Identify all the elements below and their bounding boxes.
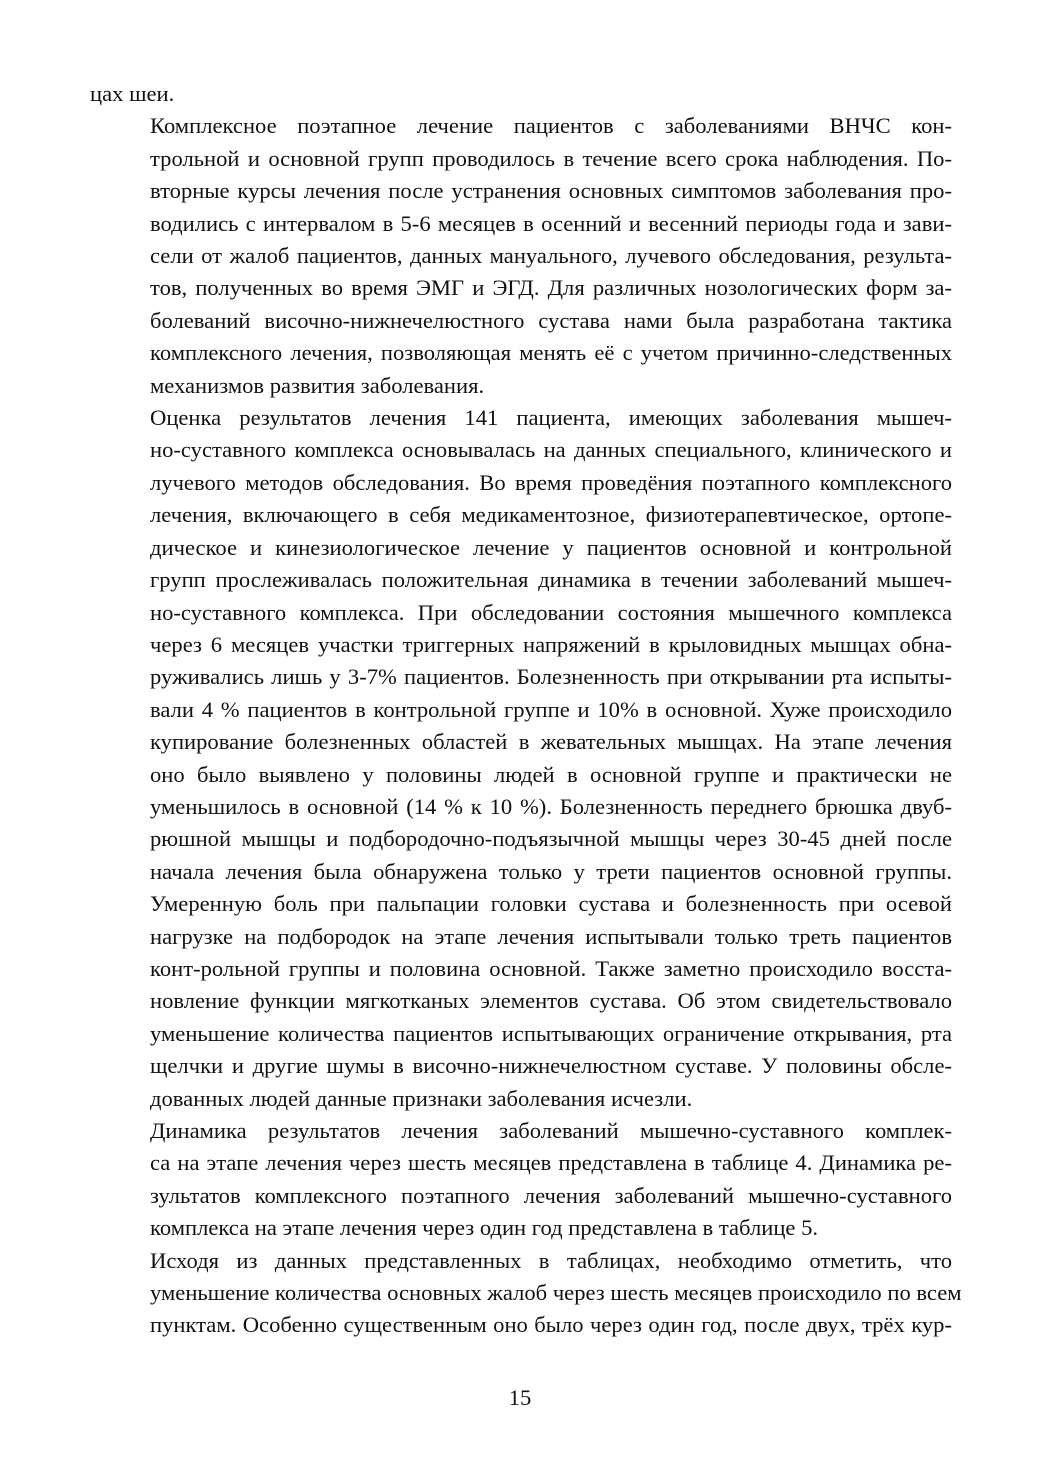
text-line: Оценка результатов лечения 141 пациента, имеющих заболевания мышеч- bbox=[150, 405, 952, 431]
text-line: уменьшилось в основной (14 % к 10 %). Болезненность переднего брюшка двуб- bbox=[150, 793, 952, 819]
paragraph bbox=[90, 402, 952, 1115]
text-line: болеваний височно-нижнечелюстного сустава нами была разработана тактика bbox=[150, 307, 952, 333]
text-line: купирование болезненных областей в жевательных мышцах. На этапе лечения bbox=[150, 729, 952, 755]
text-line: трольной и основной групп проводилось в течение всего срока наблюдения. По- bbox=[150, 145, 952, 171]
text-line: са на этапе лечения через шесть месяцев представлена в таблице 4. Динамика ре- bbox=[150, 1150, 952, 1176]
text-line: групп прослеживалась положительная динамика в течении заболеваний мышеч- bbox=[150, 567, 952, 593]
text-line: сели от жалоб пациентов, данных мануального, лучевого обследования, результа- bbox=[150, 243, 952, 269]
text-line: уменьшение количества пациентов испытывающих ограничение открывания, рта bbox=[150, 1020, 952, 1046]
page-number: 15 bbox=[508, 1385, 532, 1410]
text-line: лечения, включающего в себя медикаментозное, физиотерапевтическое, ортопе- bbox=[150, 502, 952, 528]
text-line: Умеренную боль при пальпации головки сустава и болезненность при осевой bbox=[150, 891, 952, 917]
text-line: тов, полученных во время ЭМГ и ЭГД. Для различных нозологических форм за- bbox=[150, 275, 952, 301]
paragraph bbox=[90, 1115, 952, 1245]
text-line: Комплексное поэтапное лечение пациентов с заболеваниями ВНЧС кон- bbox=[150, 113, 952, 139]
text-line: комплекса на этапе лечения через один год представлена в таблице 5. bbox=[150, 1215, 819, 1241]
text-line: лучевого методов обследования. Во время проведёния поэтапного комплексного bbox=[150, 469, 952, 495]
text-line: новление функции мягкотканых элементов сустава. Об этом свидетельствовало bbox=[150, 988, 952, 1014]
text-line: Динамика результатов лечения заболеваний мышечно-суставного комплек- bbox=[150, 1118, 952, 1143]
text-line: руживались лишь у 3-7% пациентов. Болезненность при открывании рта испыты- bbox=[150, 664, 952, 690]
document-page bbox=[90, 78, 962, 1342]
text-line: щелчки и другие шумы в височно-нижнечелюстном суставе. У половины обсле- bbox=[150, 1053, 952, 1079]
text-line: уменьшение количества основных жалоб через шесть месяцев происходило по всем bbox=[150, 1280, 962, 1306]
text-line: вторные курсы лечения после устранения основных симптомов заболевания про- bbox=[150, 178, 952, 204]
text-line: начала лечения была обнаружена только у трети пациентов основной группы. bbox=[150, 858, 952, 884]
text-line: Исходя из данных представленных в таблицах, необходимо отметить, что bbox=[150, 1247, 952, 1273]
text-line: водились с интервалом в 5-6 месяцев в осенний и весенний периоды года и зави- bbox=[150, 210, 952, 236]
text-line: цах шеи. bbox=[90, 81, 175, 106]
text-line: через 6 месяцев участки триггерных напряжений в крыловидных мышцах обна- bbox=[150, 631, 952, 657]
text-line: механизмов развития заболевания. bbox=[150, 372, 485, 398]
paragraph bbox=[90, 78, 952, 110]
text-line: зультатов комплексного поэтапного лечения заболеваний мышечно-суставного bbox=[150, 1182, 952, 1208]
text-line: конт-рольной группы и половина основной. Также заметно происходило восста- bbox=[150, 955, 952, 981]
text-line: дованных людей данные признаки заболевания исчезли. bbox=[150, 1085, 693, 1111]
text-line: оно было выявлено у половины людей в основной группе и практически не bbox=[150, 761, 952, 787]
text-line: рюшной мышцы и подбородочно-подъязычной мышцы через 30-45 дней после bbox=[150, 826, 952, 852]
text-line: но-суставного комплекса. При обследовании состояния мышечного комплекса bbox=[150, 599, 952, 625]
text-line: вали 4 % пациентов в контрольной группе и 10% в основной. Хуже происходило bbox=[150, 696, 952, 722]
paragraph bbox=[90, 1245, 962, 1342]
paragraph bbox=[90, 110, 952, 402]
text-line: но-суставного комплекса основывалась на данных специального, клинического и bbox=[150, 437, 952, 463]
text-line: пунктам. Особенно существенным оно было через один год, после двух, трёх кур- bbox=[150, 1312, 952, 1338]
text-line: дическое и кинезиологическое лечение у пациентов основной и контрольной bbox=[150, 534, 952, 560]
text-line: комплексного лечения, позволяющая менять её с учетом причинно-следственных bbox=[150, 340, 952, 366]
text-line: нагрузке на подбородок на этапе лечения испытывали только треть пациентов bbox=[150, 923, 952, 949]
